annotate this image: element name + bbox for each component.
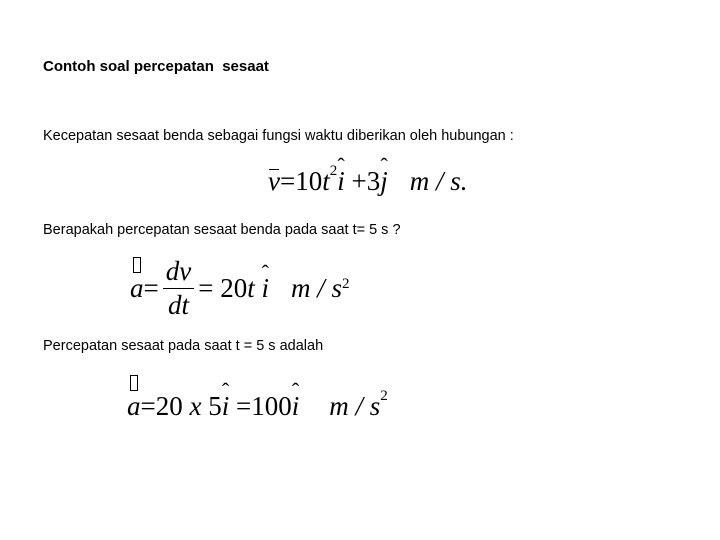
slide-title: Contoh soal percepatan sesaat (43, 58, 269, 75)
vector-box-icon (130, 375, 138, 391)
eq3-result: 100 (251, 391, 292, 421)
unit-vector-i: ˆ i (337, 168, 345, 195)
unit-vector-i: ˆ i (292, 393, 300, 420)
question-text: Berapakah percepatan sesaat benda pada saat t= 5 s ? (43, 222, 401, 238)
acceleration-derivative-equation (130, 258, 350, 319)
eq2-coef: 20 (220, 273, 248, 303)
eq2-equals-2: = (198, 273, 214, 303)
eq3-5: 5 (208, 391, 222, 421)
velocity-equation (268, 163, 468, 196)
eq2-equals: = (143, 273, 159, 303)
unit-vector-i: ˆ i (222, 393, 230, 420)
eq2-t: t (247, 273, 255, 303)
eq1-unit: m / s. (409, 166, 468, 196)
unit-vector-j: ˆ j (380, 168, 388, 195)
unit-vector-i: ˆ i (261, 275, 269, 302)
eq2-unit-exponent: 2 (342, 276, 350, 292)
eq1-plus: + (351, 166, 367, 196)
eq3-equals: = (140, 391, 156, 421)
eq1-exponent: 2 (329, 163, 338, 179)
velocity-description: Kecepatan sesaat benda sebagai fungsi waktu diberikan oleh hubungan : (43, 128, 514, 144)
acceleration-vector-symbol: a (130, 275, 144, 302)
eq1-equals: = (279, 166, 296, 196)
eq3-x: x (189, 391, 202, 421)
eq1-t: t (322, 166, 330, 196)
acceleration-vector-symbol: a (127, 393, 141, 420)
eq2-unit: m / s (290, 273, 342, 303)
eq3-equals-2: = (235, 391, 252, 421)
acceleration-result-equation (127, 388, 388, 421)
fraction-denominator: dt (167, 290, 189, 320)
derivative-fraction (163, 258, 194, 319)
eq3-20: 20 (155, 391, 183, 421)
fraction-numerator: dv (165, 256, 192, 286)
velocity-vector-symbol: v (268, 166, 280, 196)
answer-intro-text: Percepatan sesaat pada saat t = 5 s adalah (43, 338, 324, 354)
eq1-coef2: 3 (366, 166, 381, 196)
eq3-unit-exponent: 2 (380, 388, 388, 404)
eq1-coef1: 10 (295, 166, 323, 196)
vector-box-icon (133, 257, 141, 273)
eq3-unit: m / s (329, 391, 381, 421)
